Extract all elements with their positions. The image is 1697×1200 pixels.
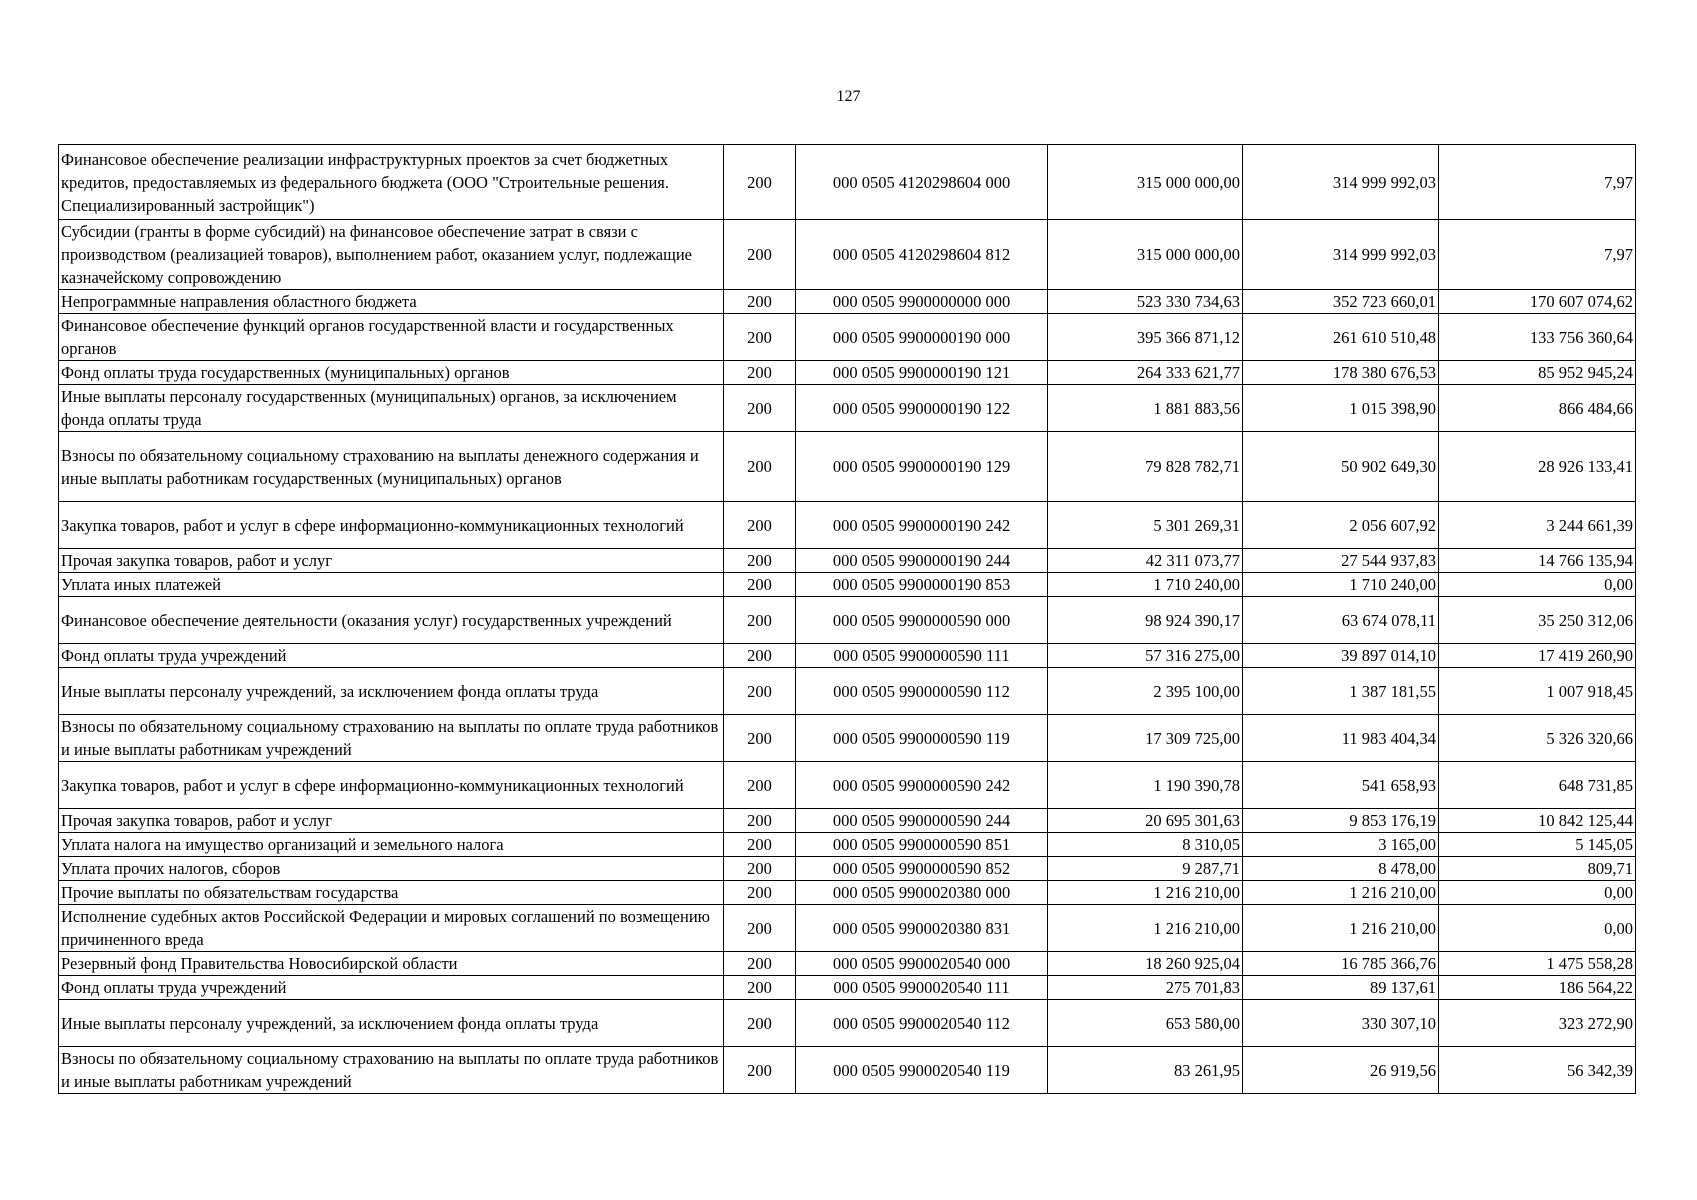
row-line-code: 200 — [724, 549, 796, 573]
row-name: Прочие выплаты по обязательствам государства — [59, 881, 724, 905]
row-approved-amount: 17 309 725,00 — [1048, 715, 1243, 762]
table-row — [59, 762, 1636, 809]
row-classification-code: 000 0505 9900000590 112 — [796, 668, 1048, 715]
row-unexecuted-amount: 0,00 — [1439, 881, 1636, 905]
row-unexecuted-amount: 35 250 312,06 — [1439, 597, 1636, 644]
row-approved-amount: 1 216 210,00 — [1048, 905, 1243, 952]
table-row — [59, 809, 1636, 833]
row-classification-code: 000 0505 9900000190 122 — [796, 385, 1048, 432]
row-unexecuted-amount: 1 007 918,45 — [1439, 668, 1636, 715]
row-approved-amount: 523 330 734,63 — [1048, 290, 1243, 314]
row-unexecuted-amount: 28 926 133,41 — [1439, 432, 1636, 502]
row-line-code: 200 — [724, 668, 796, 715]
row-approved-amount: 1 190 390,78 — [1048, 762, 1243, 809]
row-unexecuted-amount: 3 244 661,39 — [1439, 502, 1636, 549]
row-line-code: 200 — [724, 857, 796, 881]
row-name: Резервный фонд Правительства Новосибирской области — [59, 952, 724, 976]
row-approved-amount: 1 710 240,00 — [1048, 573, 1243, 597]
row-name: Непрограммные направления областного бюджета — [59, 290, 724, 314]
row-line-code: 200 — [724, 502, 796, 549]
table-row — [59, 1047, 1636, 1094]
table-row — [59, 290, 1636, 314]
row-approved-amount: 275 701,83 — [1048, 976, 1243, 1000]
row-name: Субсидии (гранты в форме субсидий) на финансовое обеспечение затрат в связи с производством (реализацией товаров), выполнением работ, оказанием услуг, подлежащие казначейскому сопровождению — [59, 220, 724, 290]
row-name: Закупка товаров, работ и услуг в сфере информационно-коммуникационных технологий — [59, 502, 724, 549]
row-executed-amount: 1 015 398,90 — [1243, 385, 1439, 432]
row-line-code: 200 — [724, 809, 796, 833]
row-name: Исполнение судебных актов Российской Федерации и мировых соглашений по возмещению причиненного вреда — [59, 905, 724, 952]
row-unexecuted-amount: 17 419 260,90 — [1439, 644, 1636, 668]
row-classification-code: 000 0505 9900000190 000 — [796, 314, 1048, 361]
row-classification-code: 000 0505 4120298604 812 — [796, 220, 1048, 290]
row-unexecuted-amount: 10 842 125,44 — [1439, 809, 1636, 833]
row-executed-amount: 9 853 176,19 — [1243, 809, 1439, 833]
row-unexecuted-amount: 5 326 320,66 — [1439, 715, 1636, 762]
row-line-code: 200 — [724, 597, 796, 644]
page-number: 127 — [836, 88, 861, 105]
row-name: Закупка товаров, работ и услуг в сфере информационно-коммуникационных технологий — [59, 762, 724, 809]
table-row — [59, 385, 1636, 432]
row-unexecuted-amount: 0,00 — [1439, 905, 1636, 952]
row-classification-code: 000 0505 9900000190 242 — [796, 502, 1048, 549]
row-executed-amount: 352 723 660,01 — [1243, 290, 1439, 314]
row-classification-code: 000 0505 9900000190 121 — [796, 361, 1048, 385]
row-unexecuted-amount: 809,71 — [1439, 857, 1636, 881]
row-name: Фонд оплаты труда учреждений — [59, 644, 724, 668]
row-name: Фонд оплаты труда учреждений — [59, 976, 724, 1000]
row-approved-amount: 8 310,05 — [1048, 833, 1243, 857]
table-row — [59, 905, 1636, 952]
row-approved-amount: 83 261,95 — [1048, 1047, 1243, 1094]
row-line-code: 200 — [724, 833, 796, 857]
row-classification-code: 000 0505 9900020380 000 — [796, 881, 1048, 905]
row-name: Уплата прочих налогов, сборов — [59, 857, 724, 881]
row-line-code: 200 — [724, 715, 796, 762]
row-executed-amount: 63 674 078,11 — [1243, 597, 1439, 644]
row-executed-amount: 314 999 992,03 — [1243, 145, 1439, 220]
row-unexecuted-amount: 133 756 360,64 — [1439, 314, 1636, 361]
row-line-code: 200 — [724, 145, 796, 220]
row-approved-amount: 42 311 073,77 — [1048, 549, 1243, 573]
row-line-code: 200 — [724, 314, 796, 361]
row-name: Фонд оплаты труда государственных (муниципальных) органов — [59, 361, 724, 385]
table-row — [59, 644, 1636, 668]
row-executed-amount: 50 902 649,30 — [1243, 432, 1439, 502]
row-approved-amount: 5 301 269,31 — [1048, 502, 1243, 549]
row-name: Взносы по обязательному социальному страхованию на выплаты денежного содержания и иные выплаты работникам государственных (муниципальных) органов — [59, 432, 724, 502]
table-row — [59, 220, 1636, 290]
row-approved-amount: 9 287,71 — [1048, 857, 1243, 881]
row-executed-amount: 330 307,10 — [1243, 1000, 1439, 1047]
table-row — [59, 432, 1636, 502]
row-classification-code: 000 0505 9900000590 244 — [796, 809, 1048, 833]
row-classification-code: 000 0505 9900020540 000 — [796, 952, 1048, 976]
table-row — [59, 502, 1636, 549]
row-executed-amount: 89 137,61 — [1243, 976, 1439, 1000]
row-unexecuted-amount: 323 272,90 — [1439, 1000, 1636, 1047]
table-row — [59, 549, 1636, 573]
row-classification-code: 000 0505 9900000590 119 — [796, 715, 1048, 762]
row-unexecuted-amount: 56 342,39 — [1439, 1047, 1636, 1094]
row-unexecuted-amount: 0,00 — [1439, 573, 1636, 597]
row-approved-amount: 20 695 301,63 — [1048, 809, 1243, 833]
table-row — [59, 361, 1636, 385]
row-approved-amount: 1 216 210,00 — [1048, 881, 1243, 905]
table-row — [59, 145, 1636, 220]
row-approved-amount: 264 333 621,77 — [1048, 361, 1243, 385]
row-executed-amount: 1 216 210,00 — [1243, 905, 1439, 952]
row-unexecuted-amount: 1 475 558,28 — [1439, 952, 1636, 976]
row-classification-code: 000 0505 9900020540 119 — [796, 1047, 1048, 1094]
row-line-code: 200 — [724, 644, 796, 668]
row-executed-amount: 541 658,93 — [1243, 762, 1439, 809]
table-row — [59, 597, 1636, 644]
row-approved-amount: 2 395 100,00 — [1048, 668, 1243, 715]
row-name: Уплата налога на имущество организаций и земельного налога — [59, 833, 724, 857]
row-unexecuted-amount: 5 145,05 — [1439, 833, 1636, 857]
row-executed-amount: 2 056 607,92 — [1243, 502, 1439, 549]
row-approved-amount: 57 316 275,00 — [1048, 644, 1243, 668]
row-name: Финансовое обеспечение функций органов государственной власти и государственных органов — [59, 314, 724, 361]
row-classification-code: 000 0505 4120298604 000 — [796, 145, 1048, 220]
row-line-code: 200 — [724, 573, 796, 597]
row-classification-code: 000 0505 9900000590 242 — [796, 762, 1048, 809]
row-name: Иные выплаты персоналу государственных (муниципальных) органов, за исключением фонда оплаты труда — [59, 385, 724, 432]
row-classification-code: 000 0505 9900000190 129 — [796, 432, 1048, 502]
row-name: Иные выплаты персоналу учреждений, за исключением фонда оплаты труда — [59, 668, 724, 715]
row-unexecuted-amount: 866 484,66 — [1439, 385, 1636, 432]
row-classification-code: 000 0505 9900000000 000 — [796, 290, 1048, 314]
row-name: Уплата иных платежей — [59, 573, 724, 597]
row-line-code: 200 — [724, 290, 796, 314]
row-approved-amount: 98 924 390,17 — [1048, 597, 1243, 644]
row-unexecuted-amount: 7,97 — [1439, 145, 1636, 220]
row-classification-code: 000 0505 9900020380 831 — [796, 905, 1048, 952]
row-line-code: 200 — [724, 762, 796, 809]
row-executed-amount: 26 919,56 — [1243, 1047, 1439, 1094]
row-unexecuted-amount: 7,97 — [1439, 220, 1636, 290]
row-approved-amount: 79 828 782,71 — [1048, 432, 1243, 502]
table-body — [59, 145, 1636, 1094]
row-classification-code: 000 0505 9900020540 112 — [796, 1000, 1048, 1047]
table-row — [59, 715, 1636, 762]
budget-execution-table — [58, 144, 1636, 1094]
row-approved-amount: 395 366 871,12 — [1048, 314, 1243, 361]
table-row — [59, 976, 1636, 1000]
row-name: Иные выплаты персоналу учреждений, за исключением фонда оплаты труда — [59, 1000, 724, 1047]
row-approved-amount: 18 260 925,04 — [1048, 952, 1243, 976]
row-approved-amount: 315 000 000,00 — [1048, 220, 1243, 290]
row-line-code: 200 — [724, 220, 796, 290]
table-row — [59, 314, 1636, 361]
row-unexecuted-amount: 85 952 945,24 — [1439, 361, 1636, 385]
row-name: Прочая закупка товаров, работ и услуг — [59, 809, 724, 833]
table-row — [59, 1000, 1636, 1047]
row-name: Взносы по обязательному социальному страхованию на выплаты по оплате труда работников и иные выплаты работникам учреждений — [59, 1047, 724, 1094]
row-executed-amount: 8 478,00 — [1243, 857, 1439, 881]
row-name: Взносы по обязательному социальному страхованию на выплаты по оплате труда работников и иные выплаты работникам учреждений — [59, 715, 724, 762]
table-row — [59, 833, 1636, 857]
row-line-code: 200 — [724, 361, 796, 385]
row-line-code: 200 — [724, 952, 796, 976]
row-executed-amount: 314 999 992,03 — [1243, 220, 1439, 290]
row-executed-amount: 178 380 676,53 — [1243, 361, 1439, 385]
row-name: Прочая закупка товаров, работ и услуг — [59, 549, 724, 573]
row-approved-amount: 653 580,00 — [1048, 1000, 1243, 1047]
row-line-code: 200 — [724, 881, 796, 905]
row-executed-amount: 3 165,00 — [1243, 833, 1439, 857]
table-row — [59, 857, 1636, 881]
row-line-code: 200 — [724, 432, 796, 502]
row-line-code: 200 — [724, 905, 796, 952]
table-row — [59, 668, 1636, 715]
row-executed-amount: 11 983 404,34 — [1243, 715, 1439, 762]
row-approved-amount: 1 881 883,56 — [1048, 385, 1243, 432]
row-classification-code: 000 0505 9900000590 111 — [796, 644, 1048, 668]
row-line-code: 200 — [724, 385, 796, 432]
row-unexecuted-amount: 14 766 135,94 — [1439, 549, 1636, 573]
row-line-code: 200 — [724, 976, 796, 1000]
row-classification-code: 000 0505 9900000190 853 — [796, 573, 1048, 597]
row-line-code: 200 — [724, 1047, 796, 1094]
row-name: Финансовое обеспечение реализации инфраструктурных проектов за счет бюджетных кредитов, предоставляемых из федерального бюджета (ООО "Строительные решения. Специализированный застройщик") — [59, 145, 724, 220]
row-classification-code: 000 0505 9900000590 000 — [796, 597, 1048, 644]
row-classification-code: 000 0505 9900000590 851 — [796, 833, 1048, 857]
table-row — [59, 881, 1636, 905]
row-line-code: 200 — [724, 1000, 796, 1047]
row-classification-code: 000 0505 9900020540 111 — [796, 976, 1048, 1000]
table-row — [59, 573, 1636, 597]
row-unexecuted-amount: 186 564,22 — [1439, 976, 1636, 1000]
table-row — [59, 952, 1636, 976]
row-approved-amount: 315 000 000,00 — [1048, 145, 1243, 220]
row-classification-code: 000 0505 9900000590 852 — [796, 857, 1048, 881]
row-executed-amount: 1 216 210,00 — [1243, 881, 1439, 905]
row-unexecuted-amount: 170 607 074,62 — [1439, 290, 1636, 314]
row-classification-code: 000 0505 9900000190 244 — [796, 549, 1048, 573]
row-name: Финансовое обеспечение деятельности (оказания услуг) государственных учреждений — [59, 597, 724, 644]
row-executed-amount: 261 610 510,48 — [1243, 314, 1439, 361]
row-executed-amount: 1 710 240,00 — [1243, 573, 1439, 597]
row-executed-amount: 27 544 937,83 — [1243, 549, 1439, 573]
row-unexecuted-amount: 648 731,85 — [1439, 762, 1636, 809]
row-executed-amount: 16 785 366,76 — [1243, 952, 1439, 976]
row-executed-amount: 39 897 014,10 — [1243, 644, 1439, 668]
row-executed-amount: 1 387 181,55 — [1243, 668, 1439, 715]
